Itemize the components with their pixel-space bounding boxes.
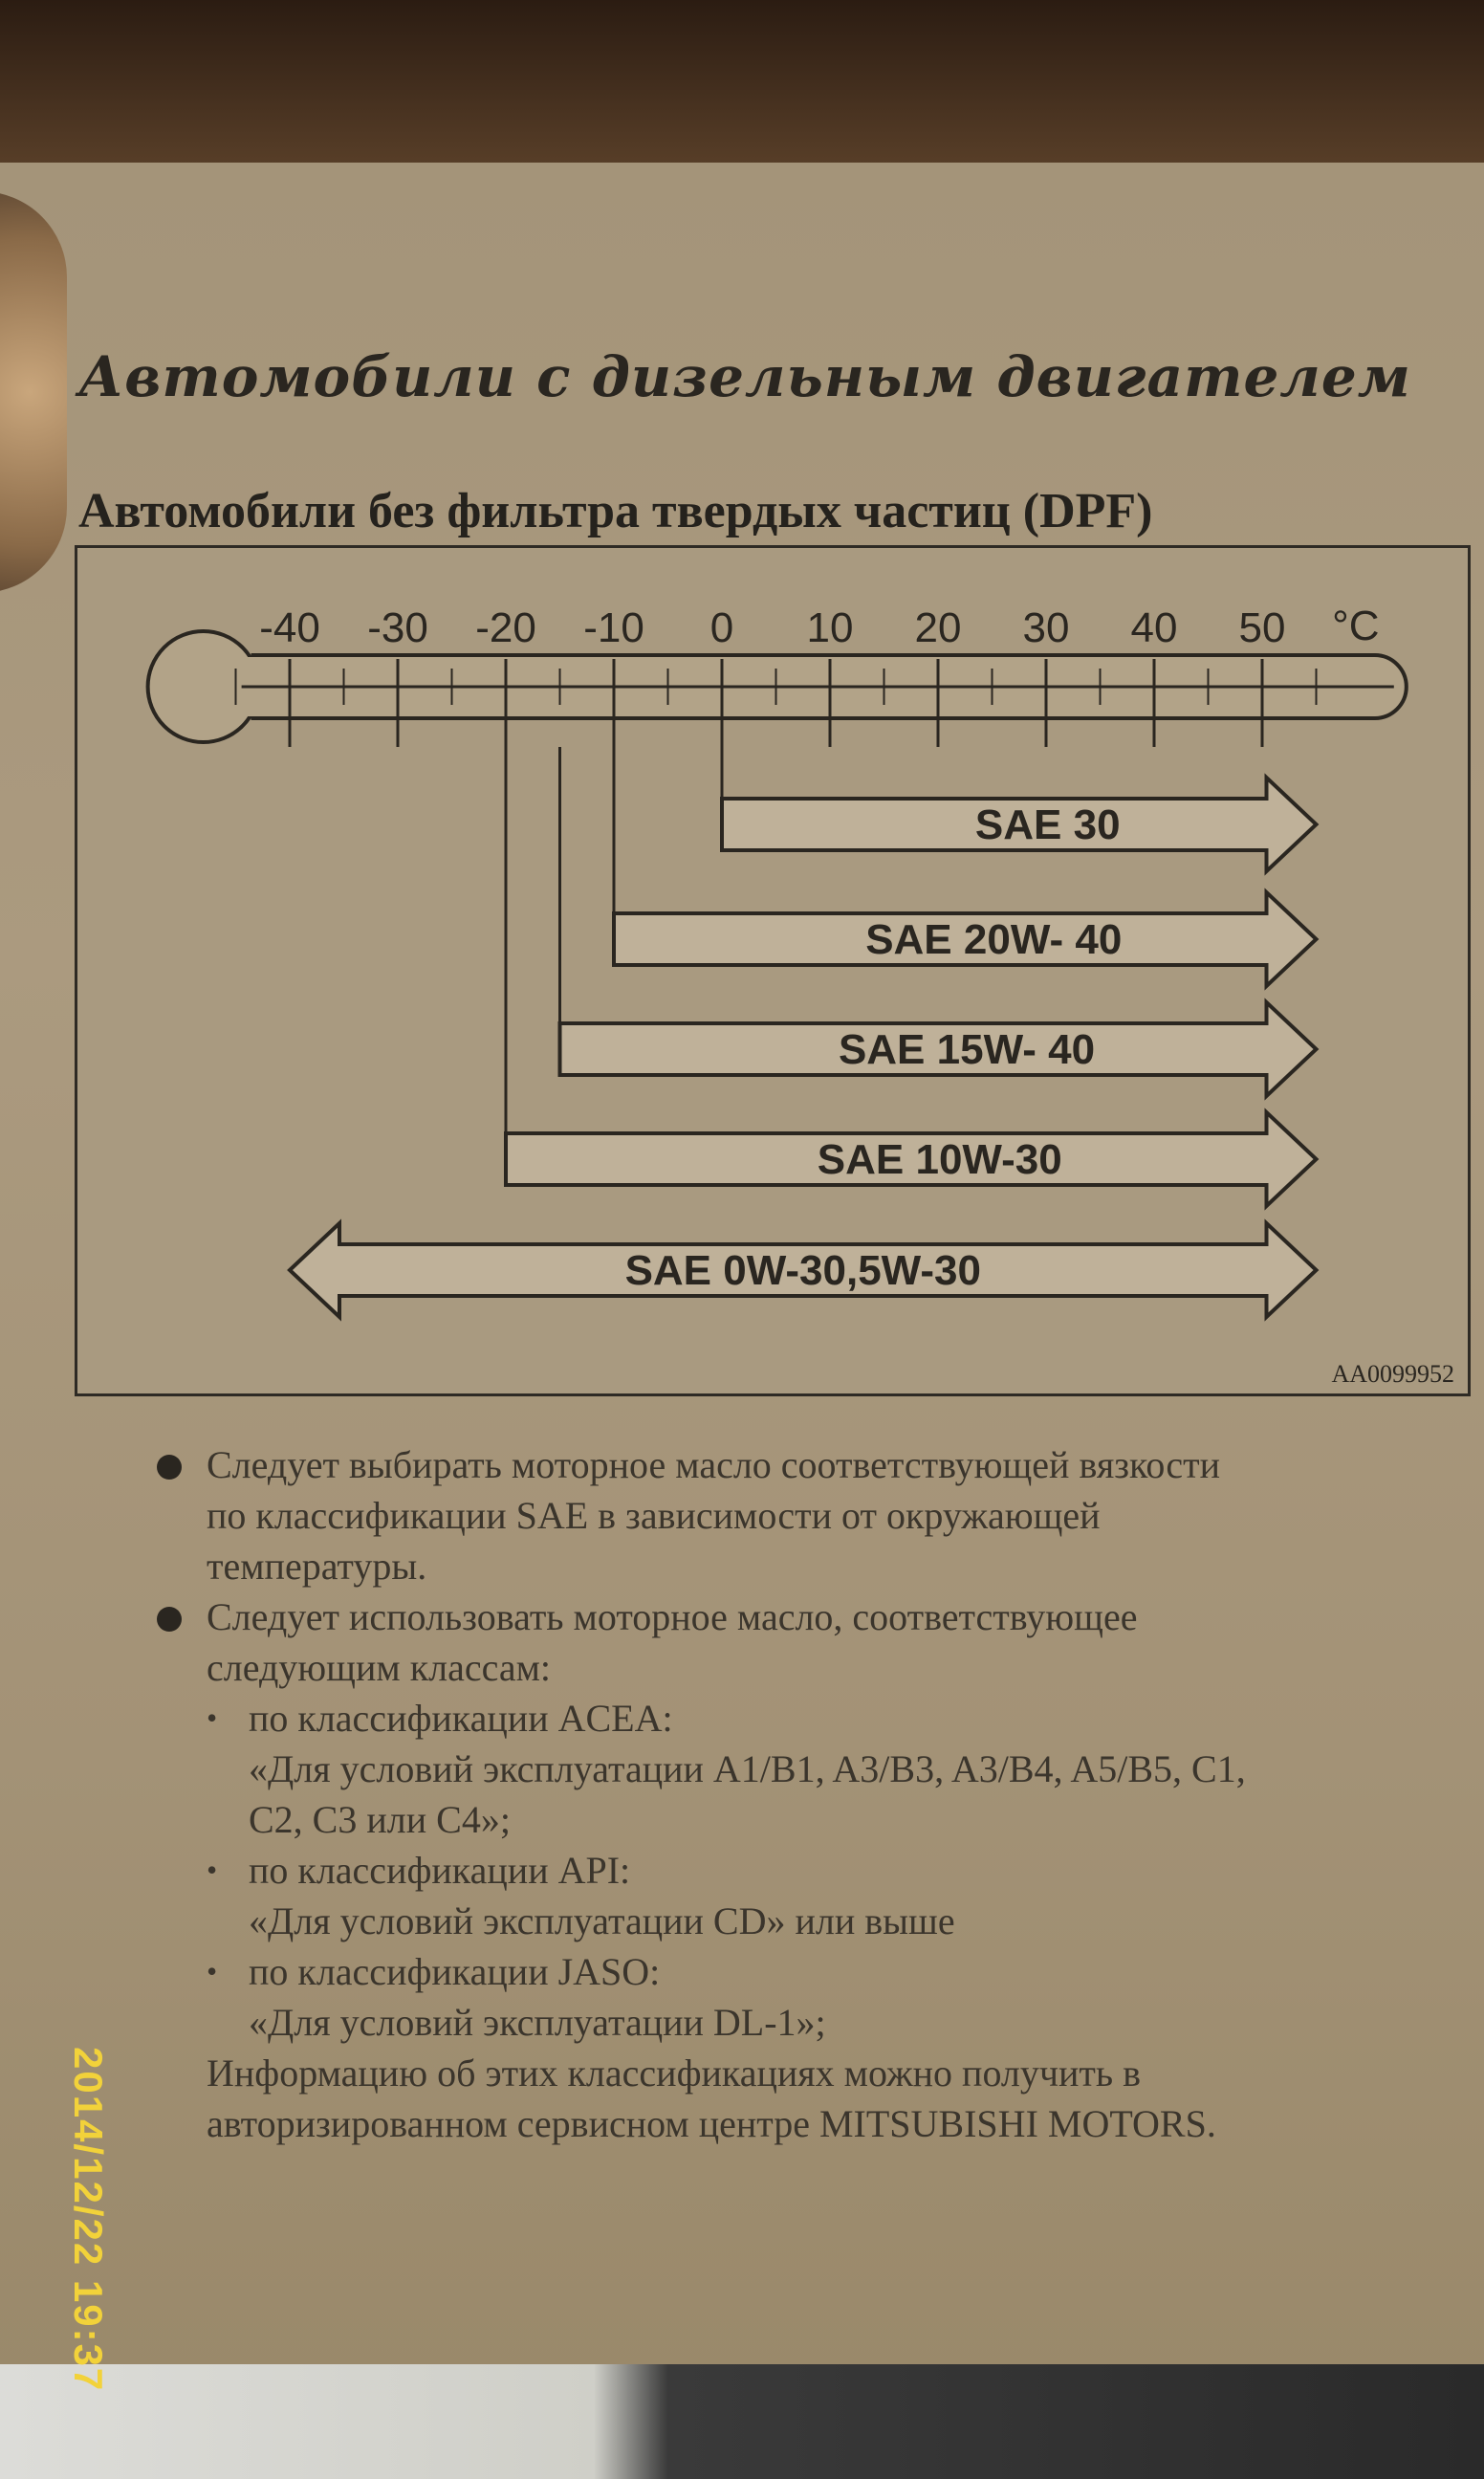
tick-label: 20 (914, 604, 962, 651)
subitem-text: «Для условий эксплуатации A1/B1, A3/B3, A3/B4, A5/B5, C1, (249, 1747, 1246, 1790)
subitem-title: по классификации API: (249, 1849, 631, 1892)
subitem-title: по классификации ACEA: (249, 1697, 673, 1740)
tick-label: 40 (1130, 604, 1178, 651)
tick-label: 0 (709, 604, 734, 651)
viscosity-chart (75, 545, 1471, 1396)
range-label: SAE 20W- 40 (865, 916, 1123, 963)
tick-label: -40 (259, 604, 320, 651)
subitem-title: по классификации JASO: (249, 1950, 661, 1993)
subitem-text: «Для условий эксплуатации DL-1»; (249, 2001, 826, 2044)
bullet-sae-line: Следует выбирать моторное масло соответствующей вязкости (207, 1443, 1221, 1486)
background-bottom (0, 2364, 1484, 2479)
tick-label: -10 (583, 604, 644, 651)
subitem-acea (143, 1693, 1463, 1744)
range-label: SAE 0W-30,5W-30 (624, 1247, 981, 1294)
viscosity-chart-svg (77, 548, 1473, 1399)
finger (0, 191, 67, 593)
photo-timestamp (63, 2047, 120, 2429)
chart-subtitle: Автомобили без фильтра твердых частиц (DPF) (78, 484, 1153, 538)
bullet-dot-icon (157, 1455, 182, 1480)
subitem-jaso (143, 1946, 1463, 1997)
bullet-sae-line: температуры. (207, 1545, 427, 1588)
oil-requirements (143, 1439, 1463, 2149)
small-bullet-icon: • (207, 1700, 218, 1735)
bullet-classes-line: Следует использовать моторное масло, соответствующее (207, 1595, 1138, 1638)
bullet-classes (143, 1591, 1463, 1693)
range-label: SAE 30 (974, 801, 1121, 848)
bullet-sae (143, 1439, 1463, 1591)
subitem-text: «Для условий эксплуатации CD» или выше (249, 1899, 955, 1942)
range-label: SAE 15W- 40 (838, 1026, 1096, 1073)
range-label: SAE 10W-30 (817, 1136, 1062, 1183)
dealer-note: авторизированном сервисном центре MITSUBISHI MOTORS. (207, 2102, 1216, 2145)
subitem-text: C2, C3 или C4»; (249, 1798, 511, 1841)
small-bullet-icon: • (207, 1853, 218, 1887)
bullet-classes-line: следующим классам: (207, 1646, 552, 1689)
unit-label: °C (1332, 603, 1380, 649)
tick-label: 10 (806, 604, 854, 651)
tick-label: -30 (367, 604, 428, 651)
small-bullet-icon: • (207, 1954, 218, 1988)
subitem-api (143, 1845, 1463, 1896)
tick-label: -20 (475, 604, 536, 651)
dealer-note: Информацию об этих классификациях можно получить в (207, 2051, 1142, 2095)
bullet-sae-line: по классификации SAE в зависимости от окружающей (207, 1494, 1101, 1537)
figure-code: AA0099952 (1331, 1360, 1454, 1388)
section-title: Автомобили с дизельным двигателем (78, 344, 1411, 409)
bullet-dot-icon (157, 1607, 182, 1632)
tick-label: 50 (1238, 604, 1286, 651)
tick-label: 30 (1022, 604, 1070, 651)
timestamp-text: 2014/12/22 19:37 (66, 2047, 111, 2393)
